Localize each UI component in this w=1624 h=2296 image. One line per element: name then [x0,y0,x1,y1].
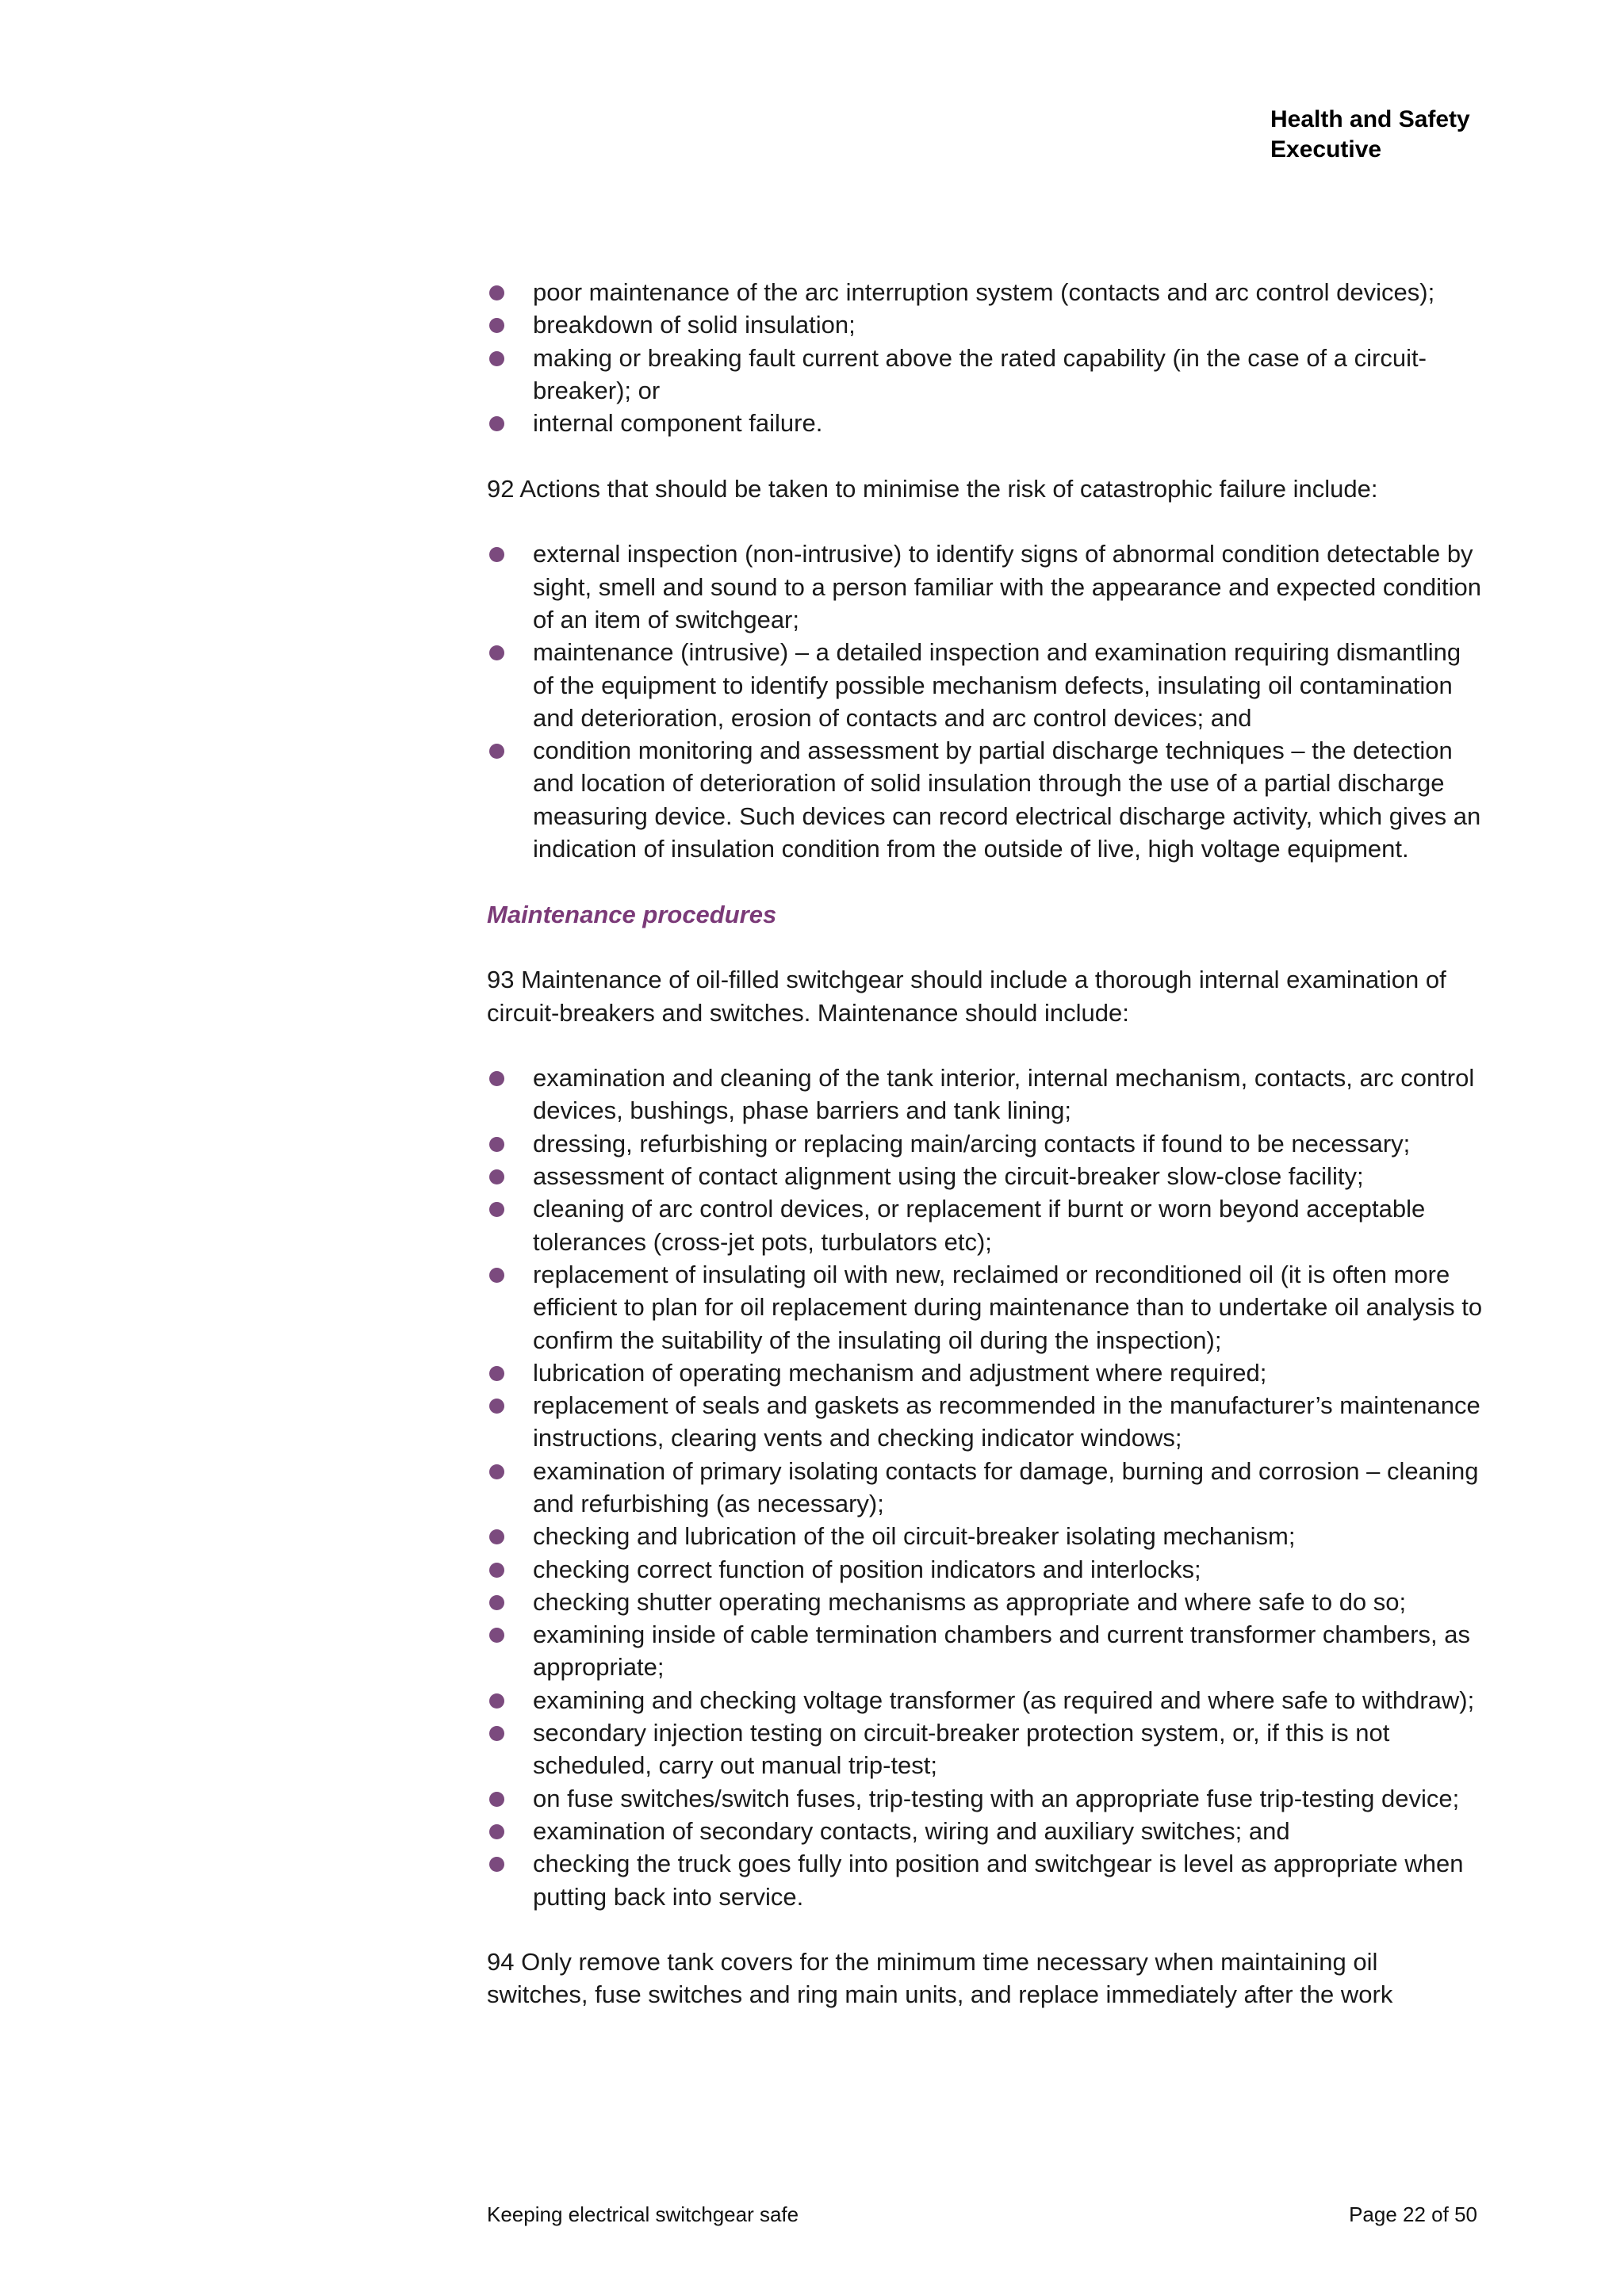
spacer [487,931,1483,963]
list-item: breakdown of solid insulation; [487,308,1483,341]
organisation-name-line1: Health and Safety [1270,106,1470,132]
list-item: examination and cleaning of the tank interior, internal mechanism, contacts, arc control devices, bushings, phase barriers and tank lining; [487,1062,1483,1127]
list-item: examination of secondary contacts, wiring and auxiliary switches; and [487,1815,1483,1847]
list-item: checking shutter operating mechanisms as appropriate and where safe to do so; [487,1586,1483,1618]
footer-document-title: Keeping electrical switchgear safe [487,2202,799,2226]
list-item: dressing, refurbishing or replacing main/arcing contacts if found to be necessary; [487,1127,1483,1160]
list-item: on fuse switches/switch fuses, trip-testing with an appropriate fuse trip-testing device; [487,1782,1483,1815]
list-item: checking correct function of position indicators and interlocks; [487,1553,1483,1586]
paragraph-93: 93 Maintenance of oil-filled switchgear should include a thorough internal examination of circuit-breakers and switches. Maintenance should include: [487,966,1446,1027]
list-item: assessment of contact alignment using the circuit-breaker slow-close facility; [487,1160,1483,1192]
list-item: checking the truck goes fully into position and switchgear is level as appropriate when putting back into service. [487,1847,1483,1913]
actions-list [487,538,1483,865]
spacer [487,505,1483,538]
list-item: examining and checking voltage transformer (as required and where safe to withdraw); [487,1684,1483,1716]
spacer [487,865,1483,897]
page-body [487,276,1483,2011]
paragraph-94: 94 Only remove tank covers for the minimum time necessary when maintaining oil switches, fuse switches and ring main units, and replace immediately after the work [487,1948,1393,2009]
spacer [487,1913,1483,1946]
list-item: cleaning of arc control devices, or replacement if burnt or worn beyond acceptable tolerances (cross-jet pots, turbulators etc); [487,1192,1483,1258]
list-item: replacement of seals and gaskets as recommended in the manufacturer’s maintenance instructions, clearing vents and checking indicator windows; [487,1389,1483,1455]
footer-page-number: Page 22 of 50 [1349,2202,1477,2226]
list-item: lubrication of operating mechanism and adjustment where required; [487,1357,1483,1389]
list-item: examination of primary isolating contacts for damage, burning and corrosion – cleaning and refurbishing (as necessary); [487,1455,1483,1521]
spacer [487,1029,1483,1062]
list-item: examining inside of cable termination chambers and current transformer chambers, as appropriate; [487,1618,1483,1684]
list-item: making or breaking fault current above the rated capability (in the case of a circuit-breaker); or [487,342,1483,408]
list-item: internal component failure. [487,407,1483,439]
list-item: poor maintenance of the arc interruption system (contacts and arc control devices); [487,276,1483,308]
section-heading: Maintenance procedures [487,900,777,928]
organisation-name [1270,105,1470,165]
spacer [487,439,1483,472]
list-item: replacement of insulating oil with new, reclaimed or reconditioned oil (it is often more efficient to plan for oil replacement during maintenance than to undertake oil analysis to confirm the suitability of the insulating oil during the inspection); [487,1258,1483,1357]
list-item: condition monitoring and assessment by partial discharge techniques – the detection and location of deterioration of solid insulation through the use of a partial discharge measuring device. Such devices can record electrical discharge activity, which gives an indication of insulation condition from the outside of live, high voltage equipment. [487,734,1483,865]
maintenance-list [487,1062,1483,1913]
list-item: checking and lubrication of the oil circuit-breaker isolating mechanism; [487,1520,1483,1552]
list-item: external inspection (non-intrusive) to identify signs of abnormal condition detectable by sight, smell and sound to a person familiar with the appearance and expected condition of an item of switchgear; [487,538,1483,636]
list-item: maintenance (intrusive) – a detailed inspection and examination requiring dismantling of the equipment to identify possible mechanism defects, insulating oil contamination and deterioration, erosion of contacts and arc control devices; and [487,636,1483,734]
paragraph-92: 92 Actions that should be taken to minimise the risk of catastrophic failure include: [487,474,1378,503]
list-item: secondary injection testing on circuit-breaker protection system, or, if this is not scheduled, carry out manual trip-test; [487,1716,1483,1782]
causes-list [487,276,1483,439]
organisation-name-line2: Executive [1270,136,1382,163]
